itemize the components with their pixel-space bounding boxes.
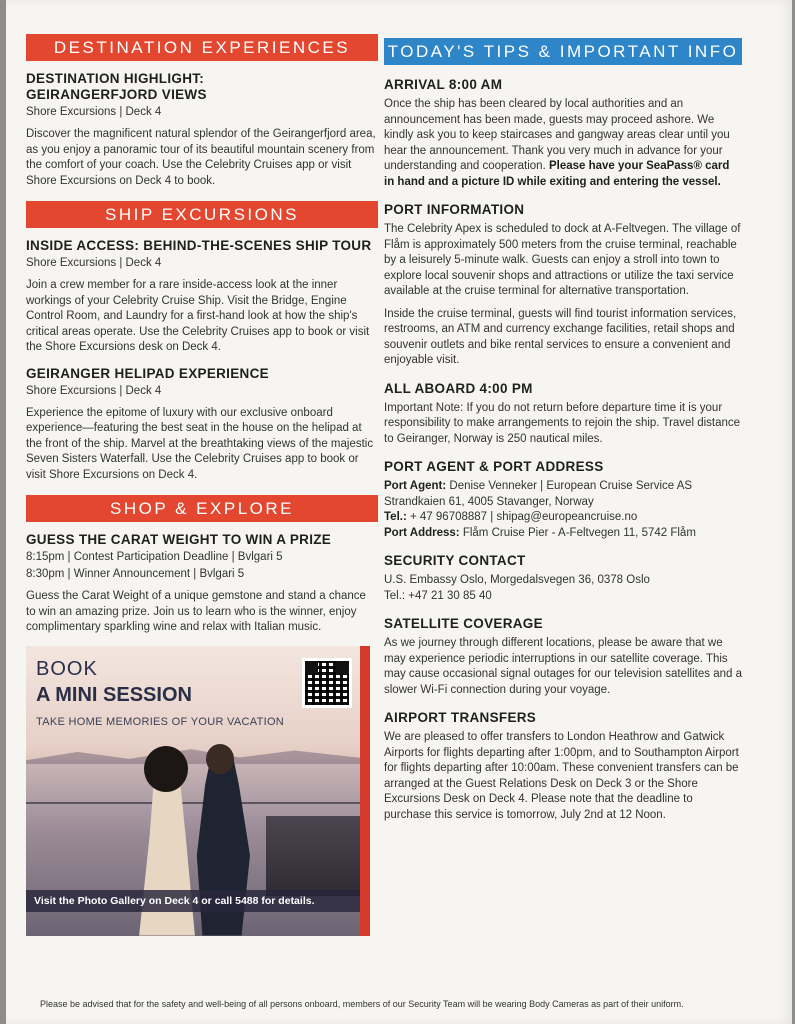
security-address: U.S. Embassy Oslo, Morgedalsvegen 36, 0378 Oslo — [384, 574, 650, 586]
port-information-title: PORT INFORMATION — [384, 202, 525, 217]
security-tel-label: Tel.: — [384, 589, 406, 602]
destination-highlight-section — [26, 71, 378, 189]
ad-book-heading: BOOK — [36, 657, 98, 680]
inside-access-body: Join a crew member for a rare inside-access look at the inner workings of your Celebrity Cruise Ship. Visit the Bridge, Engine Control Room, and Laundry for a first-hand look at how the ship's critical areas operate. Use the Celebrity Cruises app to book or visit the Shore Excursions desk on Deck 4. — [26, 279, 370, 353]
ad-man-head — [206, 744, 234, 774]
port-agent-title: PORT AGENT & PORT ADDRESS — [384, 459, 604, 474]
security-tel[interactable]: +47 21 30 85 40 — [408, 589, 492, 602]
security-contact-section — [384, 553, 742, 604]
shop-explore-banner: SHOP & EXPLORE — [26, 495, 378, 522]
arrival-bold-note: Please have your SeaPass® card in hand and a picture ID while exiting and entering the vessel. — [384, 160, 730, 188]
destination-highlight-body: Discover the magnificent natural splendor of the Geirangerfjord area, as you enjoy a panoramic tour of its beautiful mountain scenery from the comfort of your coach. Use the Celebrity Cruises app or visit Shore Excursions on Deck 4 to book. — [26, 128, 376, 187]
port-information-body-1: The Celebrity Apex is scheduled to dock at A-Feltvegen. The village of Flåm is approximately 500 meters from the cruise terminal, reachable by a leisurely 5-minute walk. Guests can enjoy a stroll into town to explore local souvenir shops and attractions or utilize the taxi service available at the cruise terminal for alternative transportation. — [384, 223, 741, 297]
ad-railing — [26, 802, 360, 804]
port-agent-tel-label: Tel.: — [384, 511, 407, 523]
satellite-coverage-title: SATELLITE COVERAGE — [384, 616, 543, 631]
airport-transfers-title: AIRPORT TRANSFERS — [384, 710, 537, 725]
arrival-title: ARRIVAL 8:00 AM — [384, 77, 503, 92]
helipad-meta: Shore Excursions | Deck 4 — [26, 384, 162, 397]
all-aboard-body: Important Note: If you do not return before departure time it is your responsibility to make arrangements to rejoin the ship. Travel distance to Geiranger, Norway is 250 nautical miles. — [384, 401, 741, 445]
satellite-coverage-body: As we journey through different locations, please be aware that we may experience periodic interruptions in our satellite coverage. This may cause occasional signal outages for our television satellites and a slower Wi-Fi connection during your voyage. — [384, 637, 742, 696]
port-agent-label: Port Agent: — [384, 480, 447, 492]
ad-tagline: TAKE HOME MEMORIES OF YOUR VACATION — [36, 715, 285, 728]
helipad-title: GEIRANGER HELIPAD EXPERIENCE — [26, 365, 269, 381]
arrival-section — [384, 77, 742, 190]
port-information-section — [384, 202, 742, 369]
port-agent-details — [384, 479, 742, 541]
all-aboard-title: ALL ABOARD 4:00 PM — [384, 380, 533, 396]
port-address-value: Flåm Cruise Pier - A-Feltvegen 11, 5742 Flåm — [462, 526, 696, 539]
arrival-text: Once the ship has been cleared by local authorities and an announcement has been made, guests may proceed ashore. We kindly ask you to keep staircases and gangway areas clear until you hear the announcement. Thank you very much in advance for your understanding and cooperation. — [384, 98, 730, 172]
ad-mini-session-heading: A MINI SESSION — [36, 683, 192, 706]
left-column — [26, 34, 378, 936]
satellite-coverage-section — [384, 616, 742, 698]
destination-experiences-banner: DESTINATION EXPERIENCES — [26, 34, 378, 61]
port-agent-tel[interactable]: + 47 96708887 | shipag@europeancruise.no — [410, 511, 638, 523]
arrival-body — [384, 97, 742, 190]
ad-visit-caption: Visit the Photo Gallery on Deck 4 or call 5488 for details. — [26, 890, 360, 912]
ad-red-stripe — [360, 646, 370, 936]
ship-excursions-banner: SHIP EXCURSIONS — [26, 201, 378, 228]
helipad-body: Experience the epitome of luxury with our exclusive onboard experience—featuring the best seat in the house on the helipad at the front of the ship. Marvel at the breathtaking views of the majestic Seven Sisters Waterfall. Use the Celebrity Cruises app to book or visit Shore Excursions on Deck 4. — [26, 406, 374, 481]
port-address-label: Port Address: — [384, 526, 460, 539]
port-agent-section — [384, 459, 742, 541]
airport-transfers-body: We are pleased to offer transfers to London Heathrow and Gatwick Airports for flights departing after 1:00pm, and to Southampton Airport for flights departing after 10:00am. These convenient transfers can be arranged at the Guest Relations Desk on Deck 3 or the Shore Excursions Desk on Deck 4. Please note that the deadline to purchase this service is tomorrow, July 2nd at 12 Noon. — [384, 731, 739, 821]
security-contact-title: SECURITY CONTACT — [384, 553, 526, 568]
ad-woman-hair — [144, 746, 188, 792]
security-footer-note: Please be advised that for the safety and well-being of all persons onboard, members of our Security Team will be wearing Body Cameras as part of their uniform. — [40, 999, 684, 1009]
carat-meta-winner: 8:30pm | Winner Announcement | Bvlgari 5 — [26, 568, 245, 580]
carat-title: GUESS THE CARAT WEIGHT TO WIN A PRIZE — [26, 532, 332, 547]
helipad-section — [26, 366, 378, 484]
newsletter-page — [6, 0, 792, 1024]
carat-body: Guess the Carat Weight of a unique gemstone and stand a chance to win an amazing prize. Join us to learn who is the winner, enjoy complimentary sparkling wine and relax with Italian music. — [26, 590, 366, 633]
carat-section — [26, 532, 378, 636]
security-contact-details — [384, 573, 742, 604]
right-column — [384, 38, 742, 823]
inside-access-section — [26, 238, 378, 356]
destination-highlight-meta: Shore Excursions | Deck 4 — [26, 106, 162, 118]
port-information-body-2: Inside the cruise terminal, guests will find tourist information services, restrooms, an ATM and currency exchange facilities, retail shops and souvenir outlets and bike rental services to ensure a convenient and enjoyable visit. — [384, 307, 737, 366]
ad-deck-furniture — [266, 816, 360, 896]
port-agent-value: Denise Venneker | European Cruise Service AS — [449, 480, 693, 492]
carat-meta-deadline: 8:15pm | Contest Participation Deadline | Bvlgari 5 — [26, 551, 283, 563]
destination-highlight-subtitle: GEIRANGERFJORD VIEWS — [26, 87, 207, 102]
airport-transfers-section — [384, 710, 742, 823]
qr-code-icon[interactable] — [302, 658, 352, 708]
todays-tips-banner: TODAY'S TIPS & IMPORTANT INFO — [384, 38, 742, 65]
destination-highlight-title: DESTINATION HIGHLIGHT: — [26, 71, 205, 86]
inside-access-title: INSIDE ACCESS: BEHIND-THE-SCENES SHIP TOUR — [26, 238, 372, 253]
inside-access-meta: Shore Excursions | Deck 4 — [26, 257, 162, 269]
photo-session-ad — [26, 646, 370, 936]
all-aboard-section — [384, 381, 742, 448]
port-agent-address: Strandkaien 61, 4005 Stavanger, Norway — [384, 495, 594, 508]
